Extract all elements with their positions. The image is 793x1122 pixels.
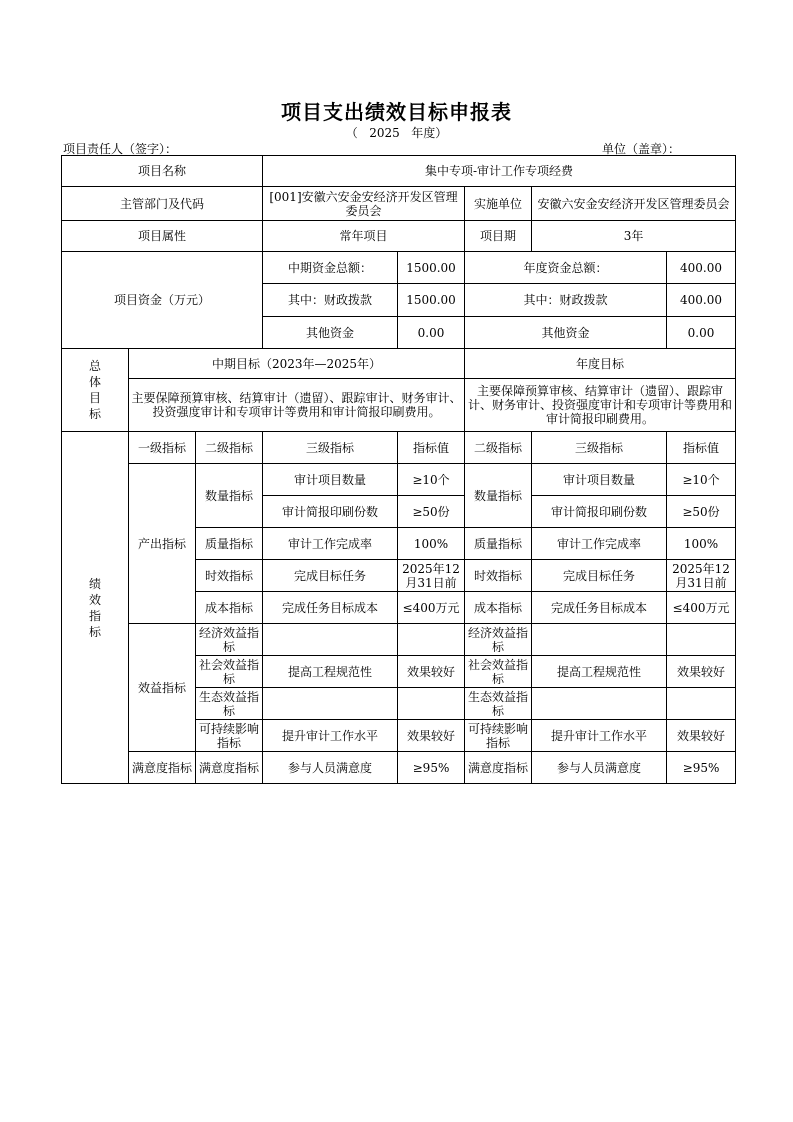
mid-total-value: 1500.00	[398, 252, 465, 284]
table-row	[62, 624, 736, 656]
annual-other-label: 其他资金	[465, 317, 667, 349]
annual-goal-text: 主要保障预算审核、结算审计（遗留）、跟踪审计、财务审计、投资强度审计和专项审计等费用和审计简报印刷费用。	[465, 379, 736, 432]
l2-cell: 社会效益指标	[196, 656, 263, 688]
value-cell-annual: ≥10个	[667, 464, 736, 496]
header-value-annual: 指标值	[667, 432, 736, 464]
l3-cell-annual: 提高工程规范性	[532, 656, 667, 688]
l3-cell-annual: 完成目标任务	[532, 560, 667, 592]
fund-total-row	[62, 252, 736, 284]
year-line	[0, 124, 793, 141]
annual-goal-header: 年度目标	[465, 349, 736, 379]
subtitle-open: （	[345, 126, 358, 140]
l3-cell-annual: 参与人员满意度	[532, 752, 667, 784]
mid-fiscal-label: 其中：财政拨款	[263, 284, 398, 317]
impl-value: 安徽六安金安经济开发区管理委员会	[532, 187, 736, 221]
header-value: 指标值	[398, 432, 465, 464]
l2-cell-annual: 满意度指标	[465, 752, 532, 784]
l3-cell-annual: 审计简报印刷份数	[532, 496, 667, 528]
satisfaction-label: 满意度指标	[129, 752, 196, 784]
l2-cell: 成本指标	[196, 592, 263, 624]
value-cell: 100%	[398, 528, 465, 560]
output-label: 产出指标	[129, 464, 196, 624]
value-cell: ≥95%	[398, 752, 465, 784]
l2-cell: 时效指标	[196, 560, 263, 592]
l3-cell	[263, 624, 398, 656]
l3-cell: 审计简报印刷份数	[263, 496, 398, 528]
header-l2-annual: 二级指标	[465, 432, 532, 464]
l3-cell: 提高工程规范性	[263, 656, 398, 688]
value-cell: 2025年12月31日前	[398, 560, 465, 592]
value-cell: 效果较好	[398, 656, 465, 688]
attr-row	[62, 221, 736, 252]
subtitle-close: 年度）	[411, 126, 448, 140]
indicator-label	[62, 432, 129, 784]
dept-value: [001]安徽六安金安经济开发区管理委员会	[263, 187, 465, 221]
header-l1: 一级指标	[129, 432, 196, 464]
l3-cell-annual: 审计工作完成率	[532, 528, 667, 560]
l2-cell: 生态效益指标	[196, 688, 263, 720]
goal-header-row	[62, 349, 736, 379]
mid-other-label: 其他资金	[263, 317, 398, 349]
annual-other-value: 0.00	[667, 317, 736, 349]
l3-cell-annual	[532, 688, 667, 720]
value-cell	[398, 688, 465, 720]
value-cell: 效果较好	[398, 720, 465, 752]
l2-cell: 满意度指标	[196, 752, 263, 784]
mid-goal-text: 主要保障预算审核、结算审计（遗留）、跟踪审计、财务审计、投资强度审计和专项审计等费用和审计简报印刷费用。	[129, 379, 465, 432]
l3-cell-annual: 完成任务目标成本	[532, 592, 667, 624]
impl-label: 实施单位	[465, 187, 532, 221]
year-value: 2025	[369, 126, 400, 140]
l2-cell: 数量指标	[196, 464, 263, 528]
l2-cell-annual: 时效指标	[465, 560, 532, 592]
value-cell-annual: ≤400万元	[667, 592, 736, 624]
mid-goal-header: 中期目标（2023年—2025年）	[129, 349, 465, 379]
value-cell: ≥50份	[398, 496, 465, 528]
dept-row	[62, 187, 736, 221]
attr-label: 项目属性	[62, 221, 263, 252]
l3-cell: 参与人员满意度	[263, 752, 398, 784]
mid-fiscal-value: 1500.00	[398, 284, 465, 317]
period-label: 项目期	[465, 221, 532, 252]
l3-cell: 审计项目数量	[263, 464, 398, 496]
l2-cell: 可持续影响指标	[196, 720, 263, 752]
period-value: 3年	[532, 221, 736, 252]
unit-seal-label: 单位（盖章）：	[602, 142, 681, 156]
mid-total-label: 中期资金总额：	[263, 252, 398, 284]
header-l2: 二级指标	[196, 432, 263, 464]
mid-other-value: 0.00	[398, 317, 465, 349]
value-cell-annual: 2025年12月31日前	[667, 560, 736, 592]
project-name-value: 集中专项-审计工作专项经费	[263, 156, 736, 187]
goal-text-row	[62, 379, 736, 432]
table-row	[62, 464, 736, 496]
value-cell-annual: 效果较好	[667, 656, 736, 688]
project-name-row	[62, 156, 736, 187]
value-cell: ≤400万元	[398, 592, 465, 624]
header-l3: 三级指标	[263, 432, 398, 464]
value-cell-annual	[667, 688, 736, 720]
annual-fiscal-label: 其中：财政拨款	[465, 284, 667, 317]
value-cell	[398, 624, 465, 656]
l2-cell-annual: 生态效益指标	[465, 688, 532, 720]
annual-total-label: 年度资金总额：	[465, 252, 667, 284]
l2-cell-annual: 质量指标	[465, 528, 532, 560]
value-cell-annual: 100%	[667, 528, 736, 560]
l3-cell-annual: 提升审计工作水平	[532, 720, 667, 752]
fund-label: 项目资金（万元）	[62, 252, 263, 349]
indicator-header-row	[62, 432, 736, 464]
l3-cell-annual: 审计项目数量	[532, 464, 667, 496]
value-cell-annual	[667, 624, 736, 656]
benefit-label: 效益指标	[129, 624, 196, 752]
dept-label: 主管部门及代码	[62, 187, 263, 221]
l3-cell-annual	[532, 624, 667, 656]
l2-cell-annual: 社会效益指标	[465, 656, 532, 688]
goal-label-text: 总体目标	[88, 359, 101, 421]
indicator-label-text: 绩效指标	[88, 576, 101, 639]
l3-cell: 完成目标任务	[263, 560, 398, 592]
project-name-label: 项目名称	[62, 156, 263, 187]
l2-cell: 质量指标	[196, 528, 263, 560]
annual-fiscal-value: 400.00	[667, 284, 736, 317]
value-cell-annual: 效果较好	[667, 720, 736, 752]
annual-total-value: 400.00	[667, 252, 736, 284]
l3-cell: 完成任务目标成本	[263, 592, 398, 624]
l2-cell-annual: 可持续影响指标	[465, 720, 532, 752]
page-title: 项目支出绩效目标申报表	[281, 100, 512, 124]
goal-label	[62, 349, 129, 432]
value-cell: ≥10个	[398, 464, 465, 496]
performance-table	[61, 155, 736, 784]
l2-cell-annual: 经济效益指标	[465, 624, 532, 656]
l3-cell: 审计工作完成率	[263, 528, 398, 560]
l2-cell-annual: 数量指标	[465, 464, 532, 528]
responsible-label: 项目责任人（签字）：	[63, 142, 178, 156]
l3-cell	[263, 688, 398, 720]
l2-cell: 经济效益指标	[196, 624, 263, 656]
attr-value: 常年项目	[263, 221, 465, 252]
value-cell-annual: ≥50份	[667, 496, 736, 528]
l2-cell-annual: 成本指标	[465, 592, 532, 624]
value-cell-annual: ≥95%	[667, 752, 736, 784]
header-l3-annual: 三级指标	[532, 432, 667, 464]
l3-cell: 提升审计工作水平	[263, 720, 398, 752]
table-row	[62, 752, 736, 784]
